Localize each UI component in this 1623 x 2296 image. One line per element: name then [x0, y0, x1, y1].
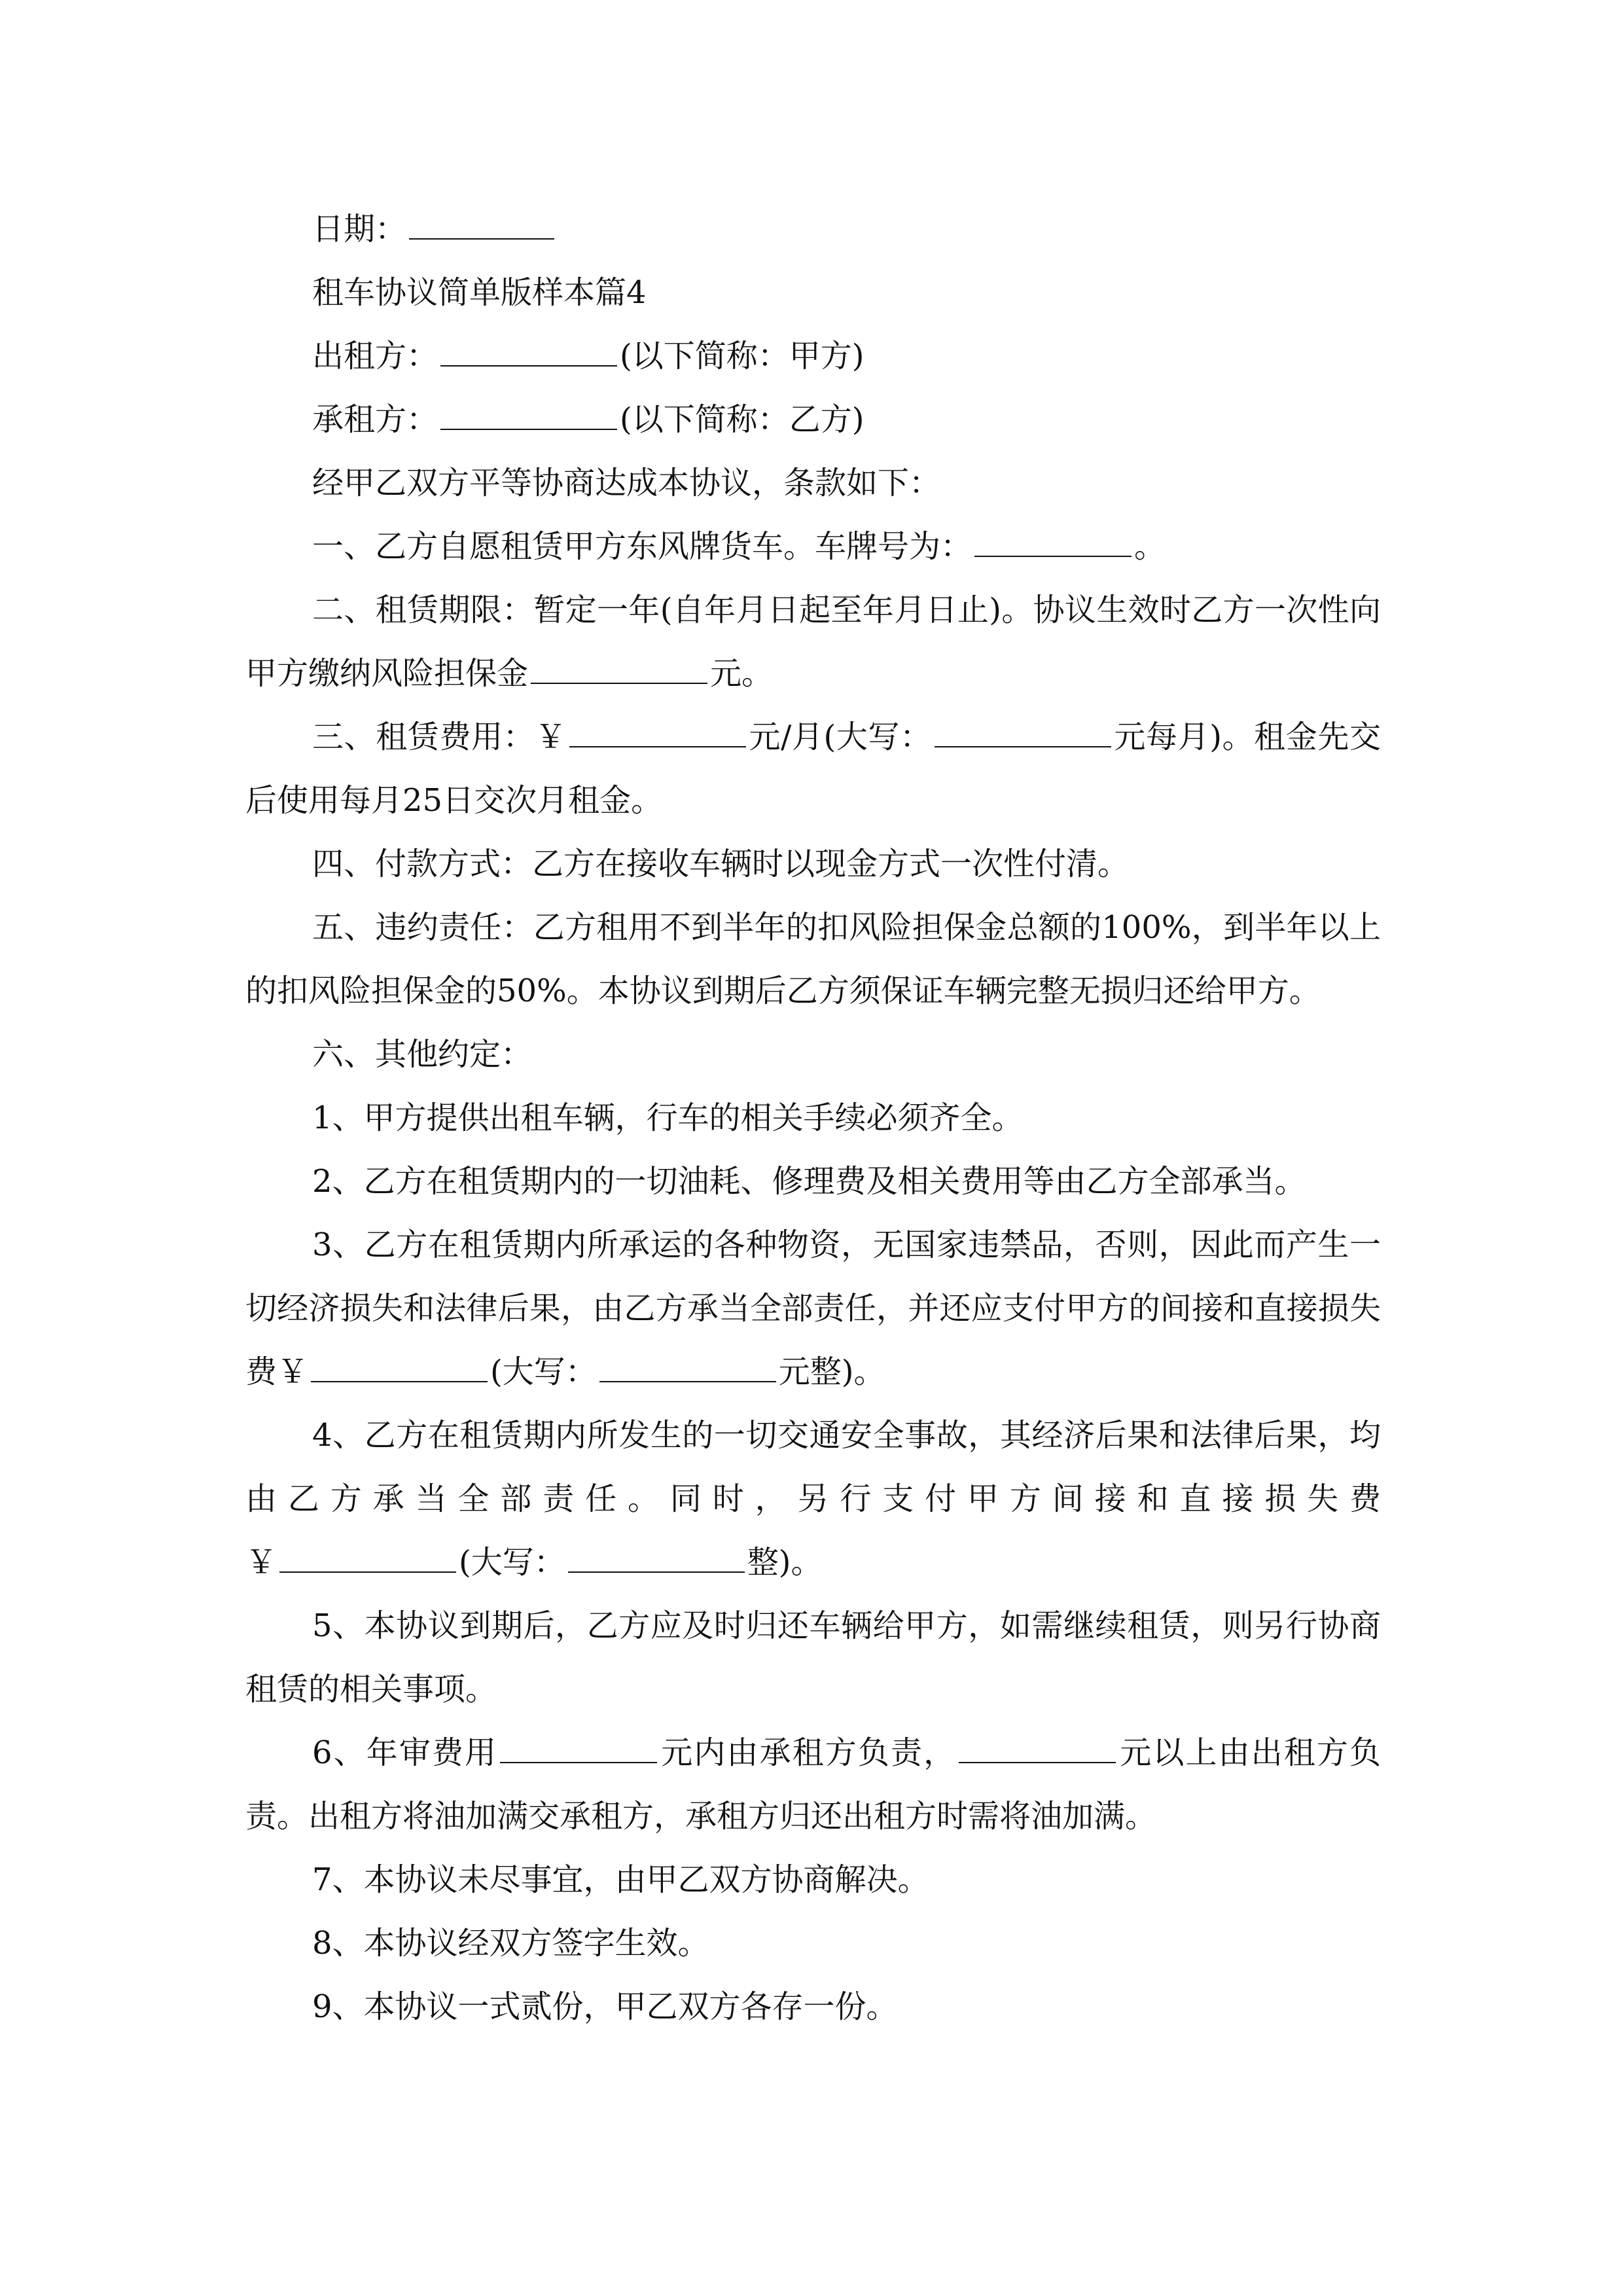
item-6-end: 元以上由出租方负责。出租方将油加满交承租方，承租方归还出租方时需将油加满。 [245, 1734, 1381, 1835]
item-3-end: 元整)。 [778, 1354, 885, 1390]
item-1-text: 1、甲方提供出租车辆，行车的相关手续必须齐全。 [312, 1100, 1024, 1136]
clause-4-text: 四、付款方式：乙方在接收车辆时以现金方式一次性付清。 [312, 846, 1130, 882]
item-5-text: 5、本协议到期后，乙方应及时归还车辆给甲方，如需继续租赁，则另行协商租赁的相关事项。 [245, 1607, 1381, 1708]
item-4-yen: ￥ [245, 1544, 277, 1581]
item-4-text: 4、乙方在租赁期内所发生的一切交通安全事故，其经济后果和法律后果，均由乙方承当全部责任。同时，另行支付甲方间接和直接损失费 [245, 1417, 1381, 1517]
lessor-blank[interactable] [440, 334, 617, 367]
date-line [312, 198, 1448, 261]
clause-3 [245, 706, 1381, 833]
lessee-blank[interactable] [440, 397, 617, 430]
item-8-text: 8、本协议经双方签字生效。 [312, 1925, 709, 1962]
clause-6 [312, 1023, 1448, 1086]
item-9 [312, 1975, 1448, 2039]
item-4 [245, 1404, 1381, 1531]
inspection-fee-over-blank[interactable] [959, 1731, 1116, 1763]
item-1 [312, 1086, 1448, 1150]
loss-uppercase-blank[interactable] [599, 1350, 776, 1382]
rent-amount-blank[interactable] [569, 715, 746, 747]
clause-5 [245, 896, 1381, 1023]
clause-4 [312, 833, 1448, 896]
loss-amount-blank[interactable] [311, 1350, 488, 1382]
item-4-cont [245, 1531, 1381, 1594]
clause-1 [312, 515, 1448, 579]
item-7 [312, 1848, 1448, 1912]
item-7-text: 7、本协议未尽事宜，由甲乙双方协商解决。 [312, 1861, 929, 1898]
accident-loss-blank[interactable] [279, 1540, 456, 1573]
item-4-mid: (大写： [459, 1544, 565, 1581]
item-9-text: 9、本协议一式贰份，甲乙双方各存一份。 [312, 1988, 898, 2025]
item-4-end: 整)。 [747, 1544, 823, 1581]
lessor-label: 出租方： [312, 338, 438, 374]
plate-number-blank[interactable] [974, 524, 1132, 557]
date-blank[interactable] [409, 207, 554, 240]
lessor-line [312, 325, 1448, 388]
item-5 [245, 1594, 1381, 1721]
item-6 [245, 1721, 1381, 1848]
clause-3-text: 三、租赁费用：￥ [312, 719, 567, 755]
intro-text: 经甲乙双方平等协商达成本协议，条款如下： [312, 465, 941, 501]
item-2-text: 2、乙方在租赁期内的一切油耗、修理费及相关费用等由乙方全部承当。 [312, 1163, 1306, 1200]
item-6-mid: 元内由承租方负责， [660, 1734, 957, 1771]
clause-6-text: 六、其他约定： [312, 1036, 533, 1073]
lessee-label: 承租方： [312, 401, 438, 438]
item-2 [312, 1150, 1448, 1213]
clause-3-end: 元每月)。租金先交后使用每月25日交次月租金。 [245, 719, 1381, 819]
accident-uppercase-blank[interactable] [568, 1540, 745, 1573]
doc-title [312, 261, 1448, 325]
rent-uppercase-blank[interactable] [935, 715, 1111, 747]
item-3-text: 3、乙方在租赁期内所承运的各种物资，无国家违禁品，否则，因此而产生一切经济损失和法律后果，由乙方承当全部责任，并还应支付甲方的间接和直接损失费￥ [245, 1227, 1381, 1390]
deposit-blank[interactable] [531, 651, 707, 684]
lessee-suffix: (以下简称：乙方) [620, 401, 865, 438]
intro-line [312, 452, 1448, 515]
doc-title-text: 租车协议简单版样本篇4 [312, 274, 647, 311]
date-label: 日期： [312, 211, 407, 247]
clause-2-text: 二、租赁期限：暂定一年(自年月日起至年月日止)。协议生效时乙方一次性向甲方缴纳风险担保金 [245, 592, 1381, 692]
clause-5-text: 五、违约责任：乙方租用不到半年的扣风险担保金总额的100%，到半年以上的扣风险担保金的50%。本协议到期后乙方须保证车辆完整无损归还给甲方。 [245, 909, 1381, 1009]
clause-1-text: 一、乙方自愿租赁甲方东风牌货车。车牌号为： [312, 528, 972, 565]
clause-1-end: 。 [1134, 528, 1166, 565]
lessor-suffix: (以下简称：甲方) [620, 338, 865, 374]
clause-2 [245, 579, 1381, 706]
item-3-mid: (大写： [490, 1354, 597, 1390]
item-3 [245, 1213, 1381, 1404]
clause-2-end: 元。 [710, 655, 774, 692]
lessee-line [312, 388, 1448, 452]
clause-3-mid: 元/月(大写： [748, 719, 932, 755]
item-8 [312, 1912, 1448, 1975]
item-6-text: 6、年审费用 [312, 1734, 498, 1771]
inspection-fee-blank[interactable] [500, 1731, 657, 1763]
